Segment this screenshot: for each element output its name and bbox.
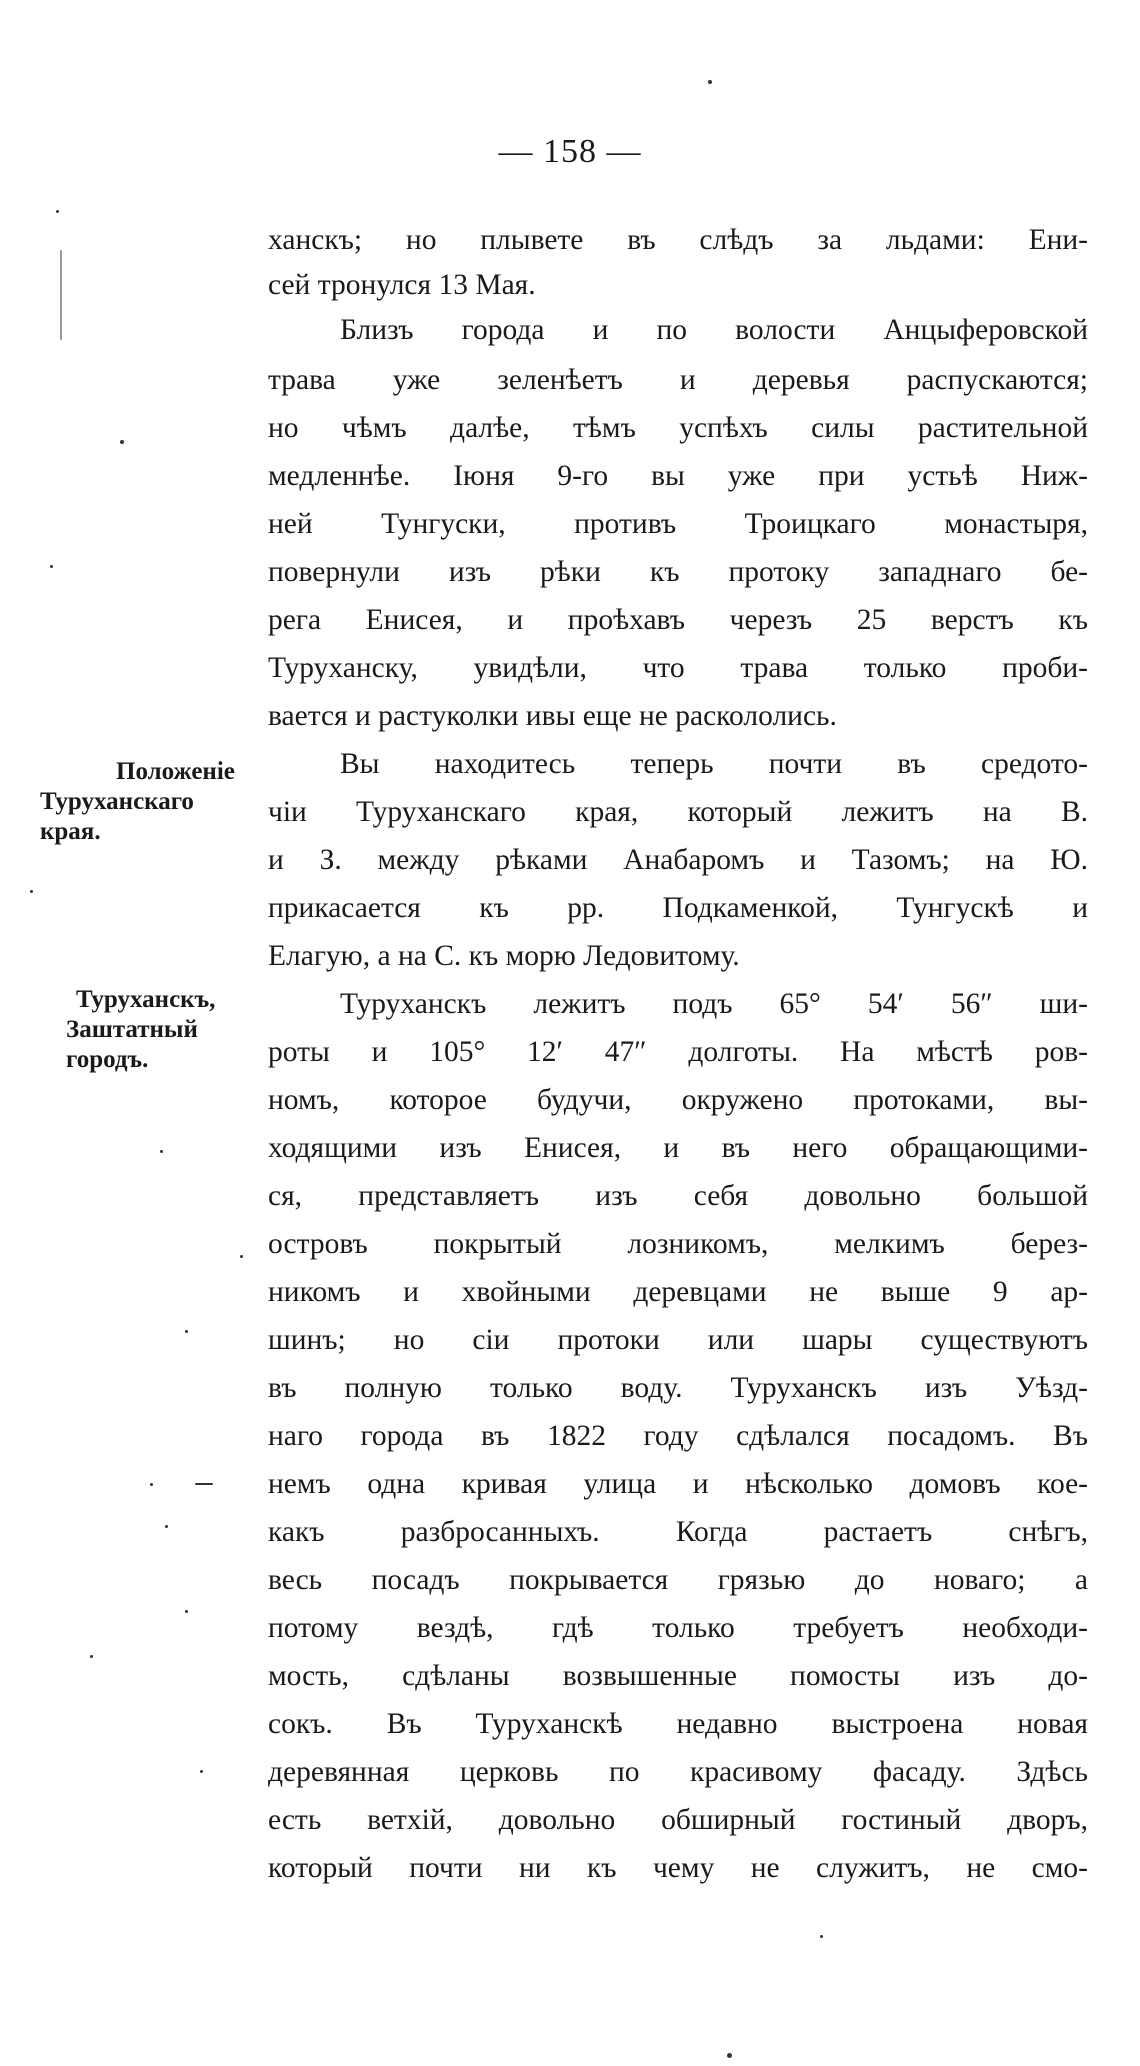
text-line: ся, представляетъ изъ себя довольно большой — [268, 1180, 1088, 1212]
text-line: Елагую, а на С. къ морю Ледовитому. — [268, 940, 740, 972]
speck — [200, 1770, 203, 1773]
text-line: но чѣмъ далѣе, тѣмъ успѣхъ силы растительной — [268, 412, 1088, 444]
speck — [240, 1255, 243, 1258]
text-line: никомъ и хвойными деревцами не выше 9 ар- — [268, 1276, 1088, 1308]
text-line: Туруханскъ лежитъ подъ 65° 54′ 56″ ши- — [340, 988, 1088, 1020]
speck — [185, 1330, 188, 1333]
margin-note-line: Туруханскаго — [40, 788, 194, 815]
text-line: шинъ; но сіи протоки или шары существуютъ — [268, 1324, 1088, 1356]
speck — [185, 1610, 188, 1613]
text-line: номъ, которое будучи, окружено протоками, вы- — [268, 1084, 1088, 1116]
text-line: деревянная церковь по красивому фасаду. Здѣсь — [268, 1756, 1088, 1788]
text-line: и З. между рѣками Анабаромъ и Тазомъ; на Ю. — [268, 844, 1088, 876]
speck — [195, 1483, 213, 1485]
margin-note-line: Положеніе — [116, 758, 235, 785]
text-line: роты и 105° 12′ 47″ долготы. На мѣстѣ ров- — [268, 1036, 1088, 1068]
text-line: наго города въ 1822 году сдѣлался посадомъ. Въ — [268, 1420, 1088, 1452]
text-line: Туруханску, увидѣли, что трава только проби- — [268, 652, 1088, 684]
speck — [30, 890, 33, 893]
speck — [708, 80, 712, 84]
text-line: Вы находитесь теперь почти въ средото- — [340, 748, 1088, 780]
speck — [120, 440, 124, 444]
text-line: островъ покрытый лозникомъ, мелкимъ берез- — [268, 1228, 1088, 1260]
text-line: Близъ города и по волости Анцыферовской — [340, 314, 1088, 346]
text-line: сей тронулся 13 Мая. — [268, 269, 536, 301]
speck — [727, 2053, 732, 2058]
text-line: медленнѣе. Іюня 9-го вы уже при устьѣ Ниж- — [268, 460, 1088, 492]
text-line: ходящими изъ Енисея, и въ него обращающими- — [268, 1132, 1088, 1164]
speck — [150, 1483, 153, 1486]
text-line: мость, сдѣланы возвышенные помосты изъ до- — [268, 1660, 1088, 1692]
text-line: рега Енисея, и проѣхавъ черезъ 25 верстъ къ — [268, 604, 1088, 636]
text-line: ханскъ; но плывете въ слѣдъ за льдами: Ени- — [268, 224, 1088, 256]
speck — [50, 565, 53, 568]
speck — [160, 1150, 163, 1153]
text-line: весь посадъ покрывается грязью до новаго; а — [268, 1564, 1088, 1596]
speck — [90, 1655, 93, 1658]
margin-note-line: Туруханскъ, — [76, 986, 216, 1013]
speck — [56, 210, 59, 213]
margin-note-line: края. — [40, 818, 101, 845]
text-line: ней Тунгуски, противъ Троицкаго монастыря, — [268, 508, 1088, 540]
text-line: сокъ. Въ Туруханскѣ недавно выстроена новая — [268, 1708, 1088, 1740]
margin-note-line: Заштатный — [66, 1016, 198, 1043]
speck — [165, 1525, 168, 1528]
text-line: прикасается къ рр. Подкаменкой, Тунгускѣ и — [268, 892, 1088, 924]
text-line: немъ одна кривая улица и нѣсколько домовъ кое- — [268, 1468, 1088, 1500]
text-line: вается и растуколки ивы еще не раскололись. — [268, 700, 837, 732]
speck — [820, 1935, 823, 1938]
text-line: трава уже зеленѣетъ и деревья распускаются; — [268, 364, 1088, 396]
text-line: есть ветхій, довольно обширный гостиный дворъ, — [268, 1804, 1088, 1836]
page-number: — 158 — — [498, 133, 642, 170]
text-line: повернули изъ рѣки къ протоку западнаго бе- — [268, 556, 1088, 588]
text-line: который почти ни къ чему не служитъ, не смо- — [268, 1852, 1088, 1884]
text-line: какъ разбросанныхъ. Когда растаетъ снѣгъ, — [268, 1516, 1088, 1548]
text-line: потому вездѣ, гдѣ только требуетъ необходи- — [268, 1612, 1088, 1644]
margin-note-line: городъ. — [66, 1046, 149, 1073]
speck — [60, 250, 62, 340]
text-line: въ полную только воду. Туруханскъ изъ Уѣзд- — [268, 1372, 1088, 1404]
text-line: чіи Туруханскаго края, который лежитъ на В. — [268, 796, 1088, 828]
